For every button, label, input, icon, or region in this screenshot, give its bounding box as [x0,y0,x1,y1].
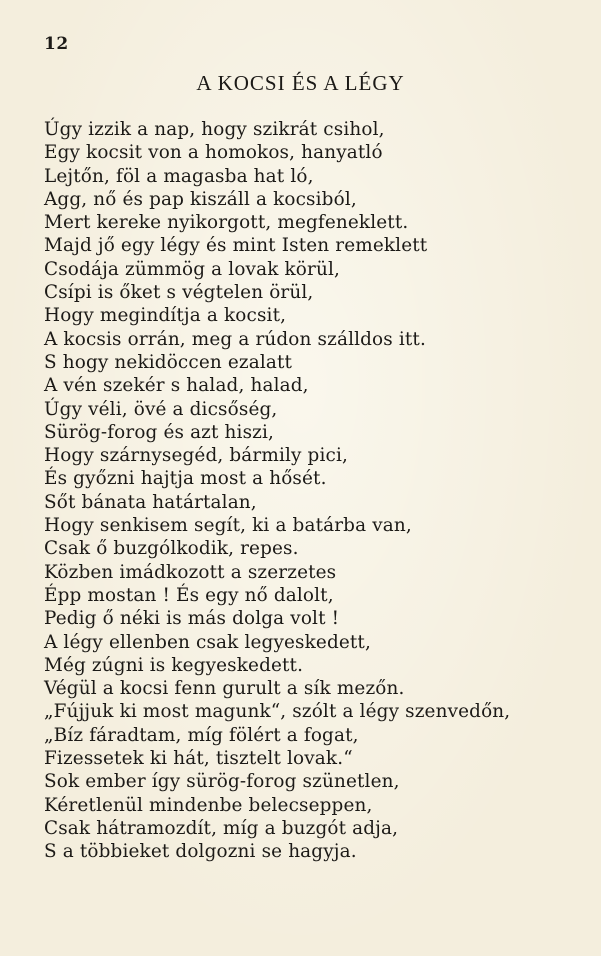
poem-title: A KOCSI ÉS A LÉGY [196,71,405,95]
poem-line: Hogy megindítja a kocsit, [44,305,287,327]
poem-line: Pedig ő néki is más dolga volt ! [44,608,340,630]
poem-line: Lejtőn, föl a magasba hat ló, [44,165,314,187]
poem-line: A kocsis orrán, meg a rúdon szálldos itt. [44,328,426,350]
poem-line: Úgy véli, övé a dicsőség, [44,398,278,420]
page-number: 12 [44,34,69,54]
poem-line: Sürög-forog és azt hiszi, [44,421,275,443]
poem-line: Hogy szárnysegéd, bármily pici, [44,445,348,467]
poem-line: Csak hátramozdít, míg a buzgót adja, [44,817,399,839]
poem-line: S a többieket dolgozni se hagyja. [44,841,357,863]
poem-body [44,118,599,864]
poem-line: Kéretlenül mindenbe belecseppen, [44,794,373,816]
poem-line: Úgy izzik a nap, hogy szikrát csihol, [44,119,385,140]
poem-line: Végül a kocsi fenn gurult a sík mezőn. [44,678,405,700]
poem-line: Agg, nő és pap kiszáll a kocsiból, [44,188,357,210]
poem-line: „Bíz fáradtam, míg fölért a fogat, [44,724,359,746]
poem-line: Épp mostan ! És egy nő dalolt, [44,584,334,606]
poem-line: Csodája zümmög a lovak körül, [44,258,340,280]
poem-line: Majd jő egy légy és mint Isten remeklett [44,235,428,257]
poem-line: Sok ember így sürög-forog szünetlen, [44,771,400,793]
poem-line: Csak ő buzgólkodik, repes. [44,538,299,560]
poem-line: A vén szekér s halad, halad, [44,375,309,397]
poem-line: Egy kocsit von a homokos, hanyatló [44,142,383,164]
poem-line: Sőt bánata határtalan, [44,491,257,513]
poem-line: Még zúgni is kegyeskedett. [44,654,304,676]
poem-line: Közben imádkozott a szerzetes [44,561,337,583]
poem-line: A légy ellenben csak legyeskedett, [44,631,371,653]
poem-line: Csípi is őket s végtelen örül, [44,282,314,304]
poem-line: Mert kereke nyikorgott, megfeneklett. [44,212,409,234]
poem-line: S hogy nekidöccen ezalatt [44,351,293,373]
poem-line: És győzni hajtja most a hősét. [44,468,327,490]
poem-line: „Fújjuk ki most magunk“, szólt a légy szenvedőn, [44,701,511,723]
poem-line: Hogy senkisem segít, ki a batárba van, [44,515,412,537]
poem-line: Fizessetek ki hát, tisztelt lovak.“ [44,748,353,770]
